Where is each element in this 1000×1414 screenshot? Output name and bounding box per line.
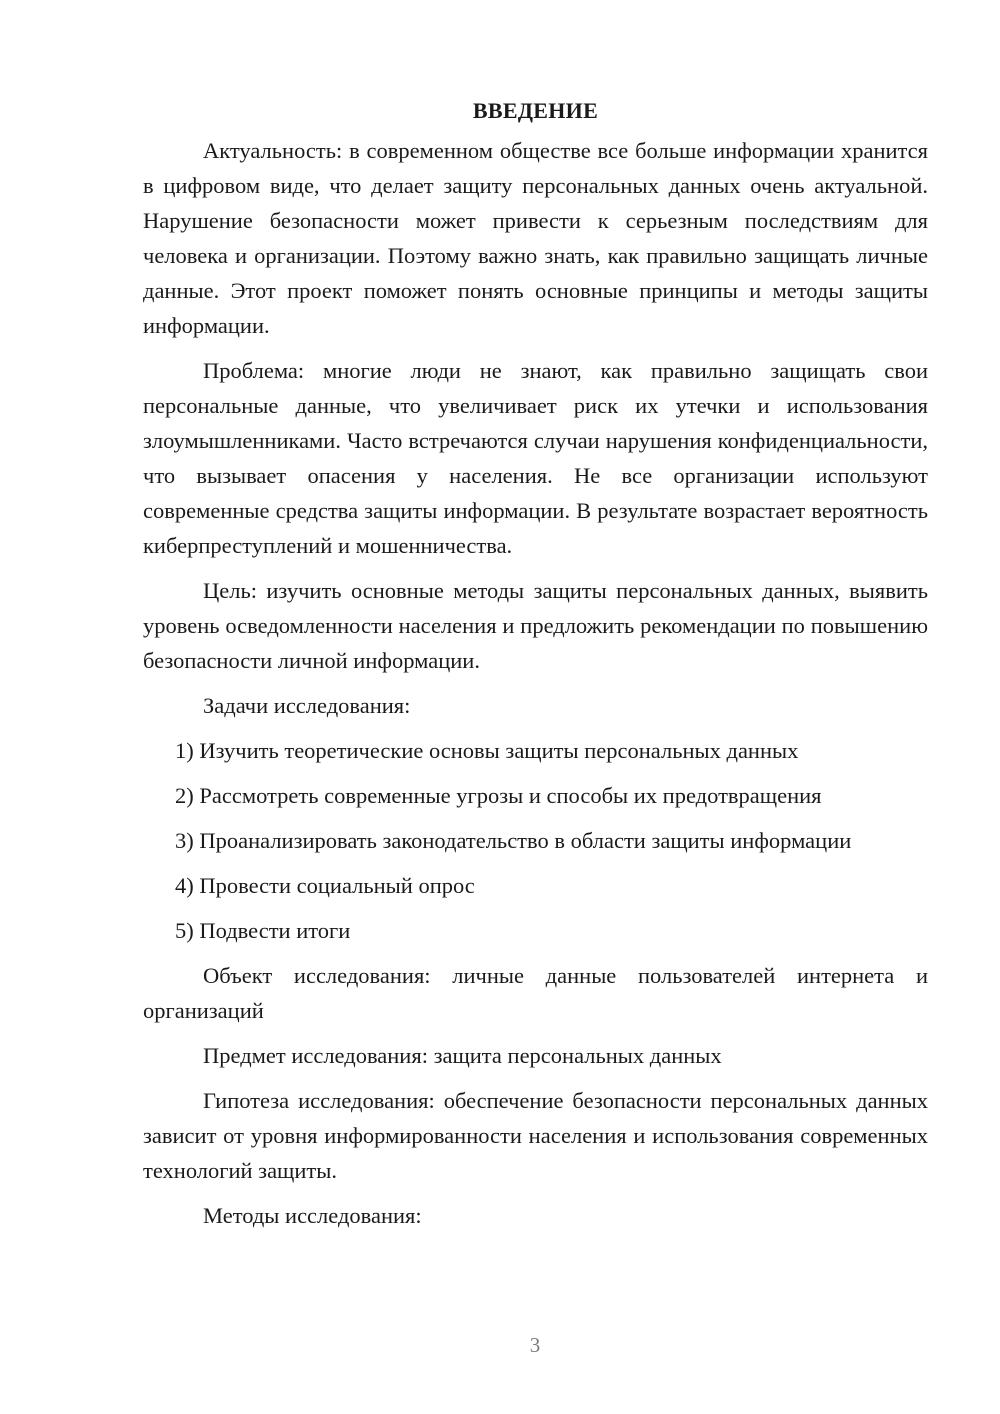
task-item-2: 2) Рассмотреть современные угрозы и способы их предотвращения [175, 783, 822, 808]
problem-paragraph: Проблема: многие люди не знают, как правильно защищать свои персональные данные, что увеличивает риск их утечки и использования злоумышленниками. Часто встречаются случаи нарушения конфиденциальности, что вызывает опасения у населения. Не все организации используют современные средства защиты информации. В результате возрастает вероятность киберпреступлений и мошенничества. [143, 358, 928, 558]
tasks-heading: Задачи исследования: [203, 693, 411, 718]
object-paragraph: Объект исследования: личные данные пользователей интернета и организаций [143, 963, 928, 1023]
hypothesis-paragraph: Гипотеза исследования: обеспечение безопасности персональных данных зависит от уровня информированности населения и использования современных технологий защиты. [143, 1088, 928, 1183]
task-item-5: 5) Подвести итоги [175, 918, 351, 943]
relevance-paragraph: Актуальность: в современном обществе все больше информации хранится в цифровом виде, что делает защиту персональных данных очень актуальной. Нарушение безопасности может привести к серьезным последствиям для человека и организации. Поэтому важно знать, как правильно защищать личные данные. Этот проект поможет понять основные принципы и методы защиты информации. [143, 138, 928, 338]
subject-paragraph: Предмет исследования: защита персональных данных [203, 1043, 722, 1068]
goal-paragraph: Цель: изучить основные методы защиты персональных данных, выявить уровень осведомленности населения и предложить рекомендации по повышению безопасности личной информации. [143, 578, 928, 673]
task-item-1: 1) Изучить теоретические основы защиты персональных данных [175, 738, 799, 763]
task-item-4: 4) Провести социальный опрос [175, 873, 475, 898]
page-title: ВВЕДЕНИЕ [472, 98, 599, 123]
page-content [143, 96, 928, 1243]
task-item-3: 3) Проанализировать законодательство в области защиты информации [175, 828, 852, 853]
page-number: 3 [529, 1333, 541, 1357]
methods-paragraph: Методы исследования: [203, 1203, 422, 1228]
